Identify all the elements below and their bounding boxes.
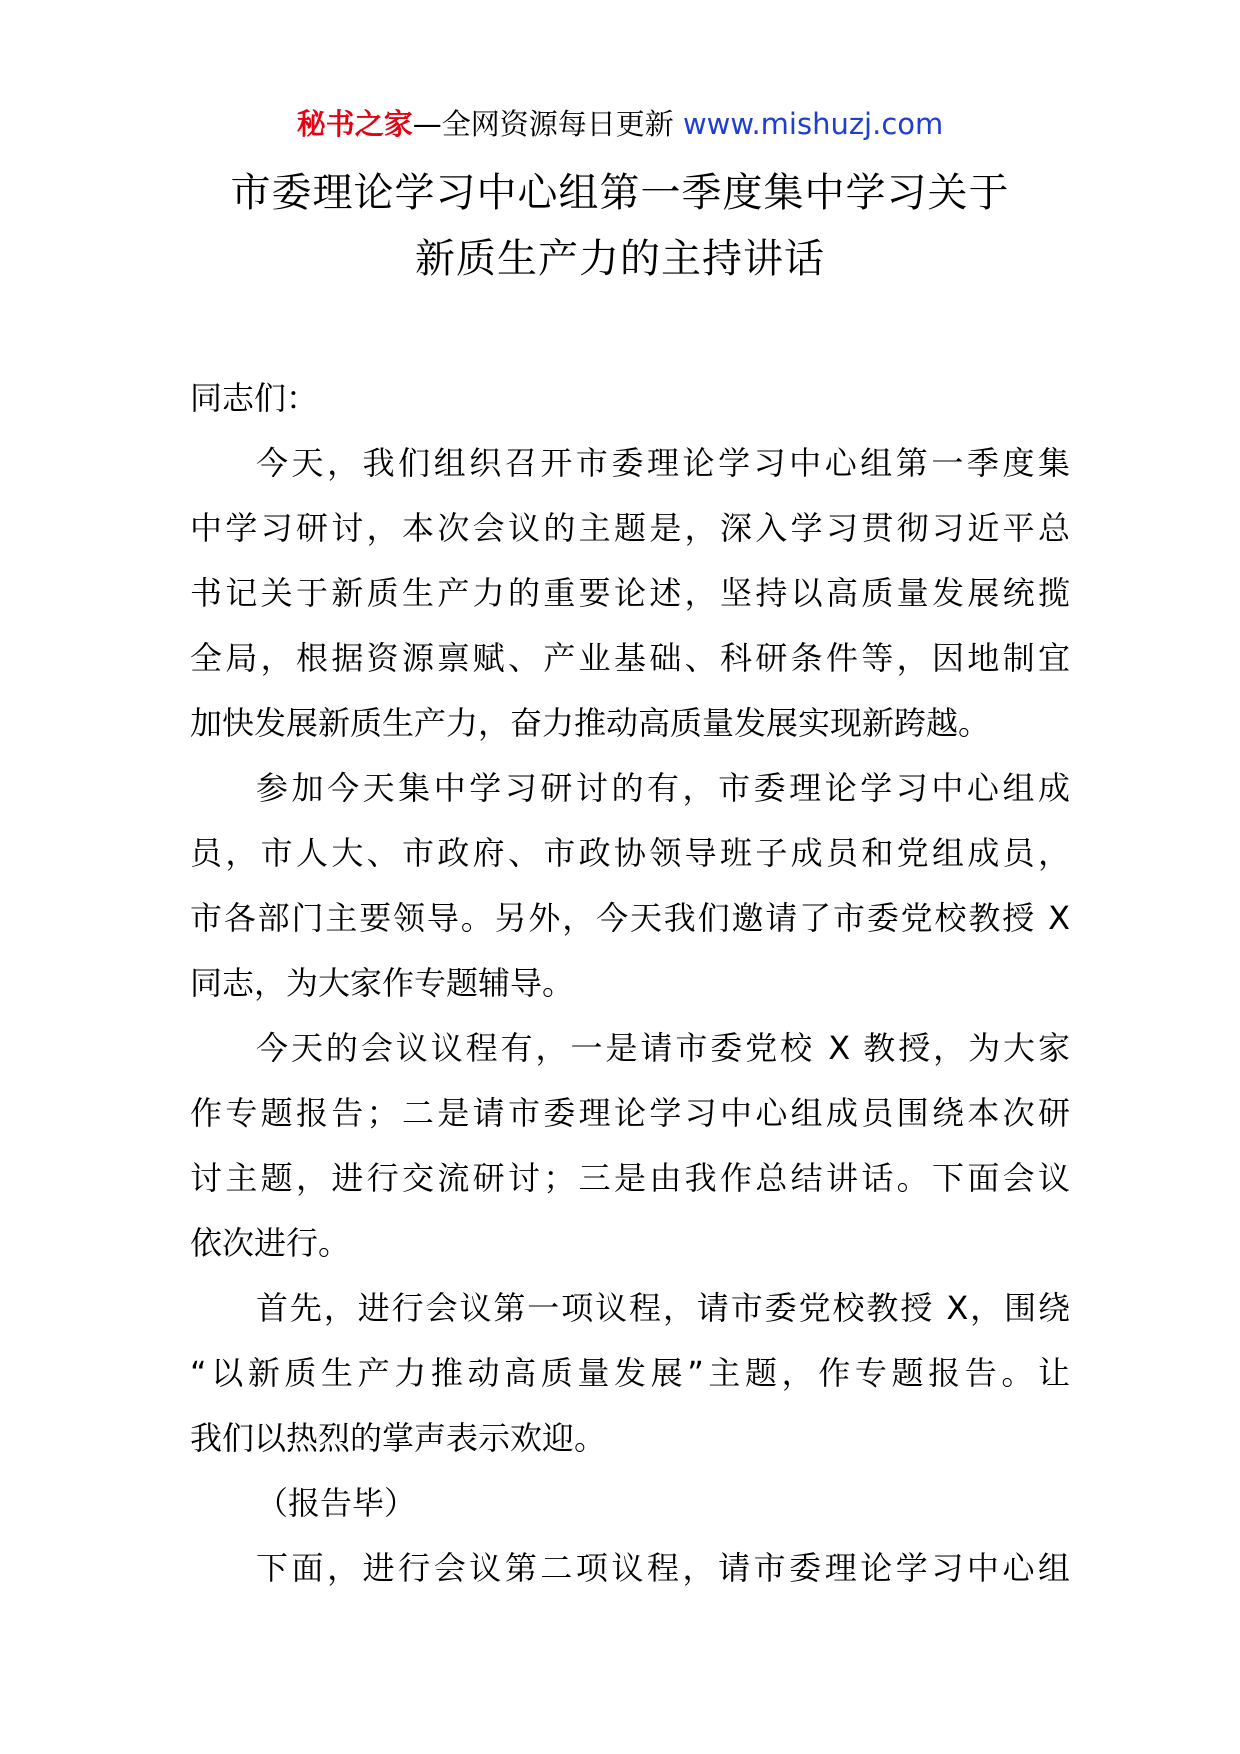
paragraph-1 (190, 431, 1070, 756)
text-line: 我们以热烈的掌声表示欢迎。 (190, 1419, 607, 1457)
document-body (190, 366, 1070, 1601)
text-line: 今天的会议议程有，一是请市委党校 X 教授，为大家 (256, 1029, 1070, 1067)
text-line: 依次进行。 (190, 1224, 351, 1262)
text-line: 员，市人大、市政府、市政协领导班子成员和党组成员， (190, 834, 1070, 872)
text-line: 中学习研讨，本次会议的主题是，深入学习贯彻习近平总 (190, 509, 1070, 547)
text-line: 市各部门主要领导。另外，今天我们邀请了市委党校教授 X (190, 899, 1070, 937)
paragraph-4 (190, 1276, 1070, 1471)
text-line: 书记关于新质生产力的重要论述，坚持以高质量发展统揽 (190, 574, 1070, 612)
paragraph-6 (190, 1536, 1070, 1601)
header-url[interactable]: www.mishuzj.com (682, 107, 944, 141)
text-line: 加快发展新质生产力，奋力推动高质量发展实现新跨越。 (190, 704, 991, 742)
text-line: 讨主题，进行交流研讨；三是由我作总结讲话。下面会议 (190, 1159, 1070, 1197)
paragraph-5 (190, 1471, 1070, 1536)
text-line: 参加今天集中学习研讨的有，市委理论学习中心组成 (256, 769, 1070, 807)
text-line: “以新质生产力推动高质量发展”主题，作专题报告。让 (190, 1354, 1070, 1392)
text-line: 全局，根据资源禀赋、产业基础、科研条件等，因地制宜 (190, 639, 1070, 677)
site-header (0, 104, 1240, 144)
document-title-line-1: 市委理论学习中心组第一季度集中学习关于 (230, 170, 1010, 216)
text-line: （报告毕） (256, 1484, 417, 1522)
text-line: 首先，进行会议第一项议程，请市委党校教授 X，围绕 (256, 1289, 1070, 1327)
text-line: 作专题报告；二是请市委理论学习中心组成员围绕本次研 (190, 1094, 1070, 1132)
brand-name: 秘书之家 (296, 107, 413, 141)
text-line: 今天，我们组织召开市委理论学习中心组第一季度集 (256, 444, 1070, 482)
document-title-line-2: 新质生产力的主持讲话 (415, 236, 825, 282)
text-line: 下面，进行会议第二项议程，请市委理论学习中心组 (256, 1549, 1070, 1587)
header-tagline: —全网资源每日更新 (412, 107, 683, 141)
paragraph-3 (190, 1016, 1070, 1276)
paragraph-2 (190, 756, 1070, 1016)
salutation: 同志们： (190, 379, 319, 417)
text-line: 同志，为大家作专题辅导。 (190, 964, 575, 1002)
